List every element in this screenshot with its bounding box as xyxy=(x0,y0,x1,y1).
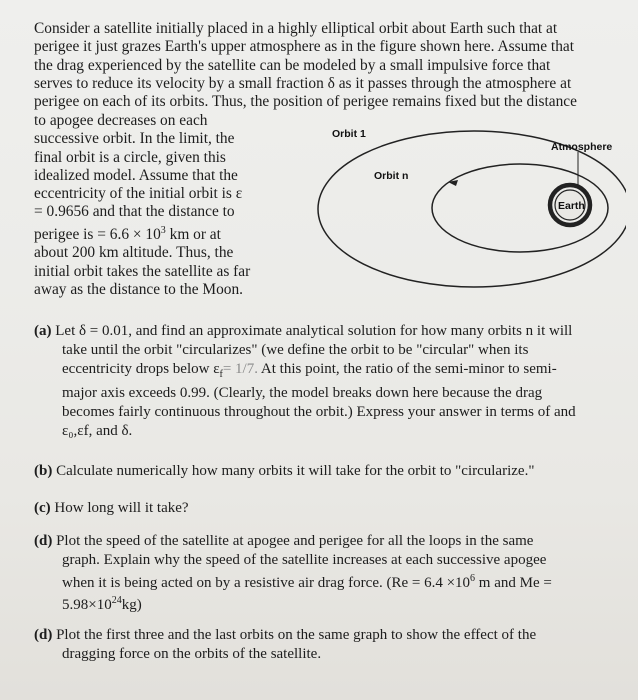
intro-line: to apogee decreases on each xyxy=(34,112,208,129)
intro-line: successive orbit. In the limit, the xyxy=(34,130,235,148)
question-line xyxy=(34,532,634,551)
intro-line: = 0.9656 and that the distance to xyxy=(34,203,235,221)
intro-paragraph xyxy=(34,20,624,111)
question-line: graph. Explain why the speed of the satellite increases at each successive apogee xyxy=(62,551,547,568)
question-line: ε₀,εf, and δ. xyxy=(62,422,133,439)
question-text: when it is being acted on by a resistive air drag force. (Re = 6.4 ×10 xyxy=(62,574,471,591)
question-line xyxy=(34,360,634,385)
exponent: 24 xyxy=(111,595,122,607)
intro-text: perigee is = 6.6 × 10 xyxy=(34,225,161,243)
intro-line: Consider a satellite initially placed in a highly elliptical orbit about Earth such that at xyxy=(34,20,558,37)
intro-line: perigee on each of its orbits. Thus, the position of perigee remains fixed but the distance xyxy=(34,93,577,111)
question-line xyxy=(34,322,634,341)
intro-line: final orbit is a circle, given this xyxy=(34,148,226,166)
question-line xyxy=(34,626,634,645)
question-label: (b) xyxy=(34,463,53,479)
question-text: Plot the speed of the satellite at apogee and perigee for all the loops in the same xyxy=(56,533,534,549)
intro-line: perigee it just grazes Earth's upper atmosphere as in the figure shown here. Assume that xyxy=(34,38,575,56)
question-b xyxy=(34,462,634,481)
intro-line: initial orbit takes the satellite as far xyxy=(34,262,251,280)
intro-text: km or at xyxy=(165,225,221,243)
question-line xyxy=(34,592,634,615)
question-text: Plot the first three and the last orbits on the same graph to show the effect of the xyxy=(56,627,537,643)
orbit-1-label: Orbit 1 xyxy=(332,128,366,140)
question-text: m and Me = xyxy=(475,574,552,591)
intro-line: serves to reduce its velocity by a small fraction δ as it passes through the atmosphere at xyxy=(34,74,572,92)
question-d-orbits xyxy=(34,626,634,664)
atmosphere-label: Atmosphere xyxy=(551,141,613,153)
question-c xyxy=(34,499,634,518)
question-d-speed xyxy=(34,532,634,615)
question-text: Calculate numerically how many orbits it will take for the orbit to "circularize." xyxy=(56,463,535,479)
question-label: (d) xyxy=(34,533,53,549)
intro-line: about 200 km altitude. Thus, the xyxy=(34,244,234,262)
question-line: dragging force on the orbits of the satellite. xyxy=(62,645,322,662)
question-text: eccentricity drops below ε xyxy=(62,360,220,377)
intro-line xyxy=(34,222,279,244)
earth-label: Earth xyxy=(558,200,585,212)
question-line: major axis exceeds 0.99. (Clearly, the model breaks down here because the drag xyxy=(62,385,543,402)
intro-line: eccentricity of the initial orbit is ε xyxy=(34,185,243,203)
question-text: How long will it take? xyxy=(54,500,189,516)
exponent: 6 xyxy=(470,572,476,584)
question-text: At this point, the ratio of the semi-minor to semi- xyxy=(257,360,557,377)
question-label: (d) xyxy=(34,627,53,643)
subscript: f xyxy=(219,368,223,380)
question-a xyxy=(34,322,634,441)
orbit-n-label: Orbit n xyxy=(374,170,409,182)
intro-wrapped-text xyxy=(34,112,279,299)
question-label: (a) xyxy=(34,323,52,339)
orbit-figure xyxy=(296,124,626,294)
question-text: 5.98×10 xyxy=(62,597,112,614)
intro-line: away as the distance to the Moon. xyxy=(34,280,243,298)
question-line: take until the orbit "circularizes" (we define the orbit to be "circular" when its xyxy=(62,341,529,358)
faded-text: = 1/7. xyxy=(222,360,258,377)
intro-line: the drag experienced by the satellite can be modeled by a small impulsive force that xyxy=(34,56,551,74)
question-text: kg) xyxy=(121,597,142,614)
exponent: 3 xyxy=(160,224,166,236)
question-line: becomes fairly continuous throughout the orbit.) Express your answer in terms of and xyxy=(62,404,576,421)
question-text: Let δ = 0.01, and find an approximate analytical solution for how many orbits n it will xyxy=(55,323,573,339)
question-label: (c) xyxy=(34,500,51,516)
intro-line: idealized model. Assume that the xyxy=(34,166,238,184)
question-line xyxy=(34,570,634,593)
